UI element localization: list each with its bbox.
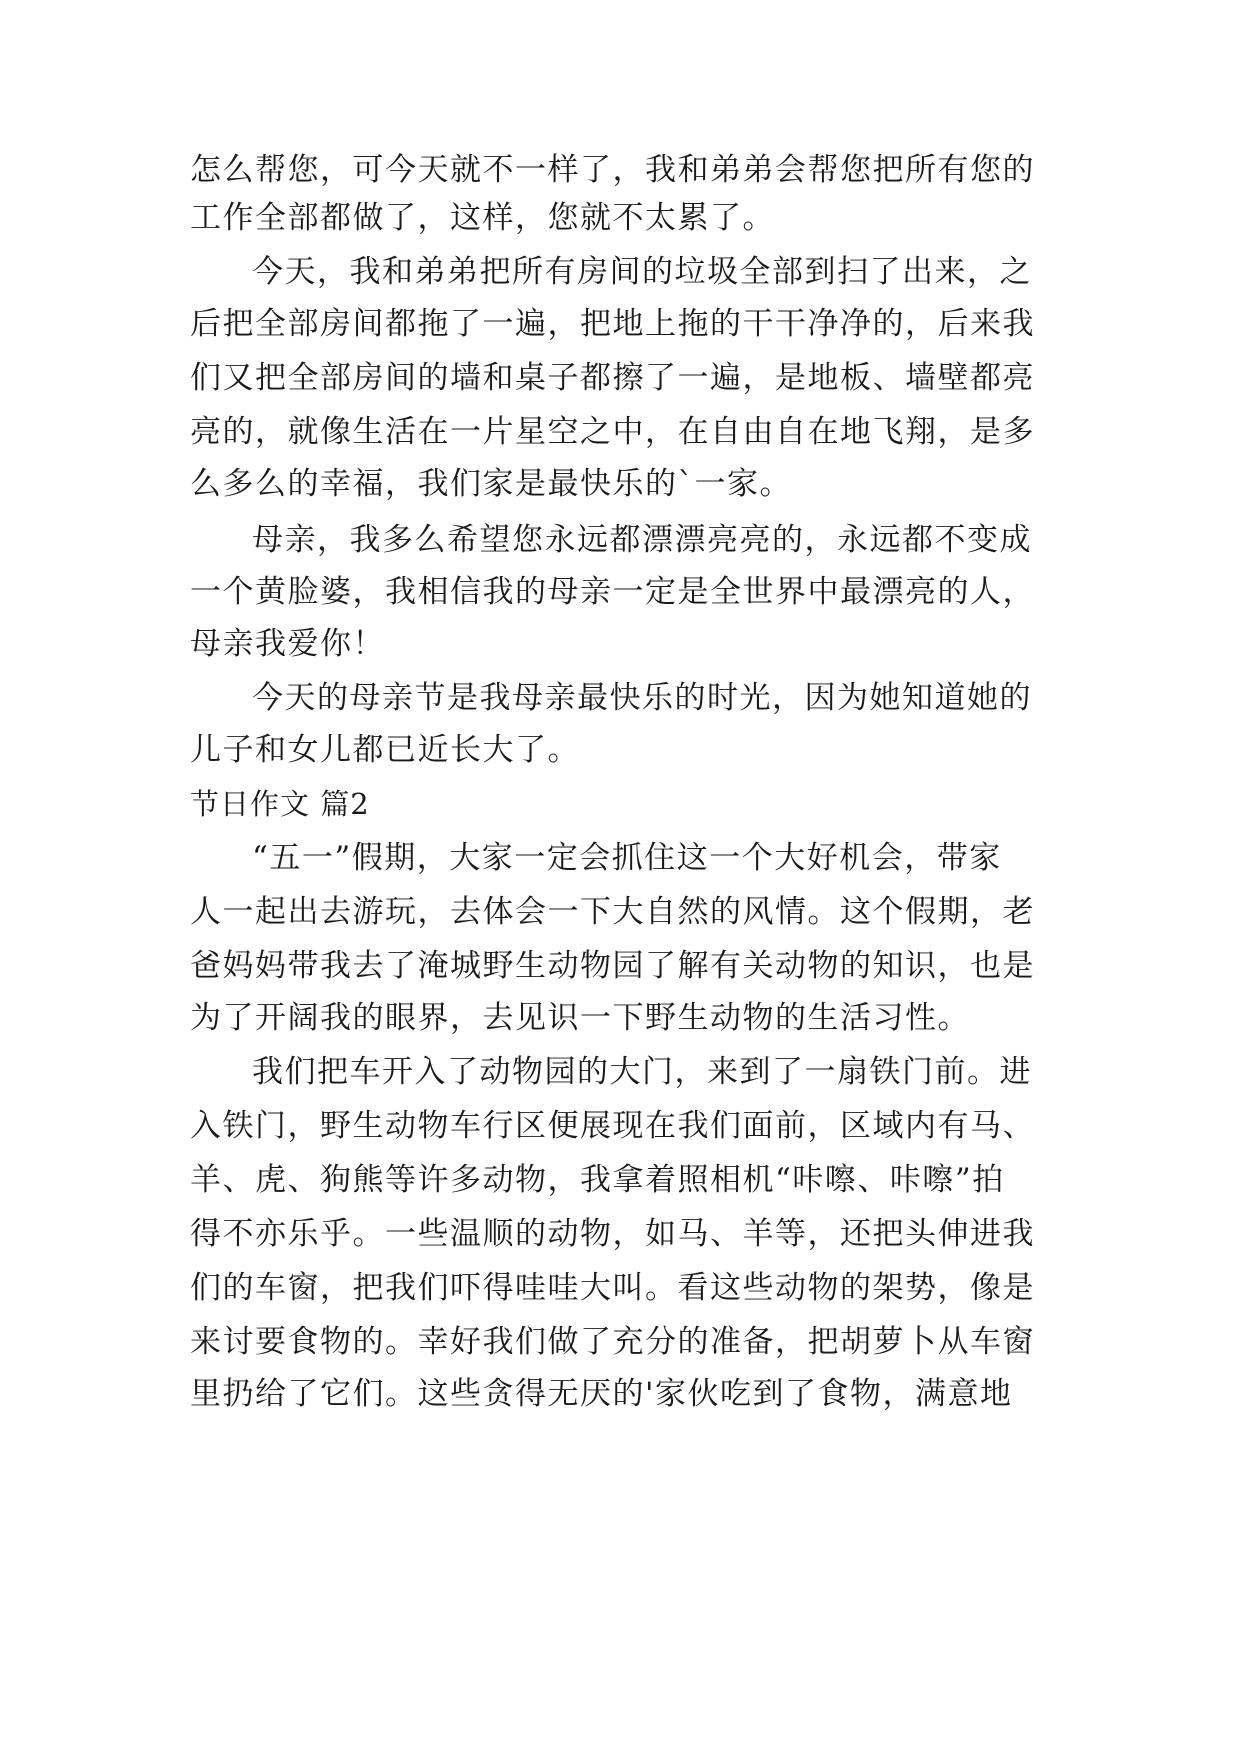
paragraph-first-line: 今天，我和弟弟把所有房间的垃圾全部到扫了出来，之 <box>252 254 1032 290</box>
paragraph-first-line: “五一”假期，大家一定会抓住这一个大好机会，带家 <box>252 840 1002 876</box>
text-line: 后把全部房间都拖了一遍，把地上拖的干干净净的，后来我 <box>190 306 1035 342</box>
text-line: 入铁门，野生动物车行区便展现在我们面前，区域内有马、 <box>190 1108 1035 1144</box>
text-line: 得不亦乐乎。一些温顺的动物，如马、羊等，还把头伸进我 <box>190 1216 1035 1252</box>
section-heading: 节日作文 篇2 <box>190 787 370 821</box>
text-line: 人一起出去游玩，去体会一下大自然的风情。这个假期，老 <box>190 894 1035 930</box>
text-line: 母亲我爱你！ <box>190 626 385 662</box>
text-line: 里扔给了它们。这些贪得无厌的'家伙吃到了食物，满意地 <box>190 1376 1013 1412</box>
text-line: 来讨要食物的。幸好我们做了充分的准备，把胡萝卜从车窗 <box>190 1324 1035 1360</box>
text-line: 羊、虎、狗熊等许多动物，我拿着照相机“咔嚓、咔嚓”拍 <box>190 1162 1005 1198</box>
text-line: 们的车窗，把我们吓得哇哇大叫。看这些动物的架势，像是 <box>190 1270 1035 1306</box>
text-line: 为了开阔我的眼界，去见识一下野生动物的生活习性。 <box>190 1000 970 1036</box>
paragraph-first-line: 我们把车开入了动物园的大门，来到了一扇铁门前。进 <box>252 1054 1032 1090</box>
text-line: 么多么的幸福，我们家是最快乐的`一家。 <box>190 466 792 502</box>
text-line: 怎么帮您，可今天就不一样了，我和弟弟会帮您把所有您的 <box>190 152 1035 188</box>
text-line: 们又把全部房间的墙和桌子都擦了一遍，是地板、墙壁都亮 <box>190 360 1035 396</box>
paragraph-first-line: 今天的母亲节是我母亲最快乐的时光，因为她知道她的 <box>252 680 1032 716</box>
text-line: 亮的，就像生活在一片星空之中，在自由自在地飞翔，是多 <box>190 414 1035 450</box>
text-line: 工作全部都做了，这样，您就不太累了。 <box>190 200 775 236</box>
text-line: 一个黄脸婆，我相信我的母亲一定是全世界中最漂亮的人， <box>190 574 1035 610</box>
text-line: 爸妈妈带我去了淹城野生动物园了解有关动物的知识，也是 <box>190 948 1035 984</box>
text-line: 儿子和女儿都已近长大了。 <box>190 732 580 768</box>
paragraph-first-line: 母亲，我多么希望您永远都漂漂亮亮的，永远都不变成 <box>252 522 1032 558</box>
